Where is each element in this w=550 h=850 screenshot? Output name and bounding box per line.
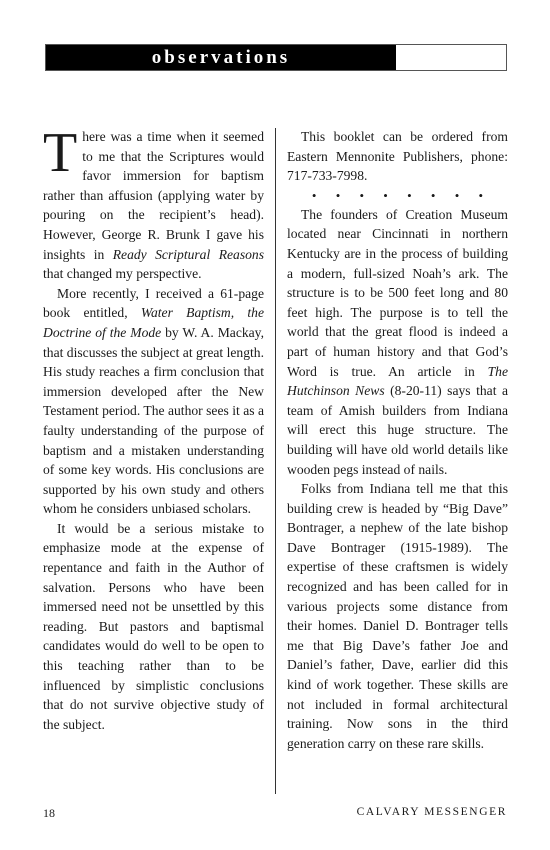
page-number: 18 (43, 806, 55, 820)
newspaper-title: The Hutchinson News (287, 363, 508, 399)
paragraph-start: The founders of Creation Museum located near Cincinnati in northern Kentucky are in the process of building a modern, full-sized Noah’s ark. The structure is to be 500 feet long and 80 feet high. The purpose is to tell the world that the great flood is indeed a part of human history and that God’s Word is true. An article in (287, 206, 508, 379)
left-column (43, 122, 264, 734)
bontrager-paragraph: Folks from Indiana tell me that this building crew is headed by “Big Dave” Bontrager, a nephew of the late bishop Dave Bontrager (1915-1989). The expertise of these craftsmen is widely recognized and has been called for in various projects some distance from their homes. Daniel D. Bontrager tells me that Big Dave’s father Joe and Daniel’s father, Dave, earlier did this kind of work together. These skills are not included in formal architectural training. Now sons in the third generation carry on these rare skills. (287, 481, 508, 751)
section-separator: • • • • • • • • (311, 187, 492, 203)
paragraph-2-start: More recently, I received a 61-page book entitled, (43, 285, 264, 321)
paragraph-2 (43, 284, 264, 519)
right-column (287, 127, 508, 753)
paragraph-2-end: by W. A. Mackay, that discusses the subject at great length. His study reaches a firm conclusion that immersion developed after the New Testament period. The author sees it as a faulty understanding of the purpose of baptism and a mistaken understanding of some key words. His conclusions are supported by his own study and others whom he considers unbiased scholars. (43, 324, 264, 517)
book-title-water-baptism: Water Baptism, the Doctrine of the Mode (43, 305, 264, 340)
order-info-paragraph: This booklet can be ordered from Eastern Mennonite Publishers, phone: 717-733-7998. (287, 129, 508, 184)
drop-cap: T (43, 122, 78, 184)
column-divider (275, 128, 276, 794)
book-title-ready-scriptural-reasons: Ready Scriptural Reasons (112, 246, 264, 262)
paragraph-1 (43, 122, 264, 284)
paragraph-3: It would be a serious mistake to emphasize mode at the expense of repentance and faith in the Author of salvation. Persons who have been immersed need not be unsettled by this reading. But pastors and baptismal candidates would do well to be open to this teaching rather than to be influenced by simplistic conclusions that do not survive objective study of the subject. (43, 520, 264, 732)
section-title: observations (46, 45, 396, 70)
paragraph-1-text: here was a time when it seemed to me that the Scriptures would favor immersion for baptism rather than affusion (applying water by pouring on the recipient’s head). However, George R. Brunk I gave his insights in (43, 129, 264, 262)
paragraph-1-end: that changed my perspective. (43, 266, 202, 282)
paragraph-end: (8-20-11) says that a team of Amish builders from Indiana will erect this huge structure. The building will have old world details like wooden pegs instead of nails. (287, 383, 508, 477)
publication-name: CALVARY MESSENGER (356, 806, 507, 818)
creation-museum-paragraph (287, 205, 508, 479)
section-header (45, 44, 507, 71)
